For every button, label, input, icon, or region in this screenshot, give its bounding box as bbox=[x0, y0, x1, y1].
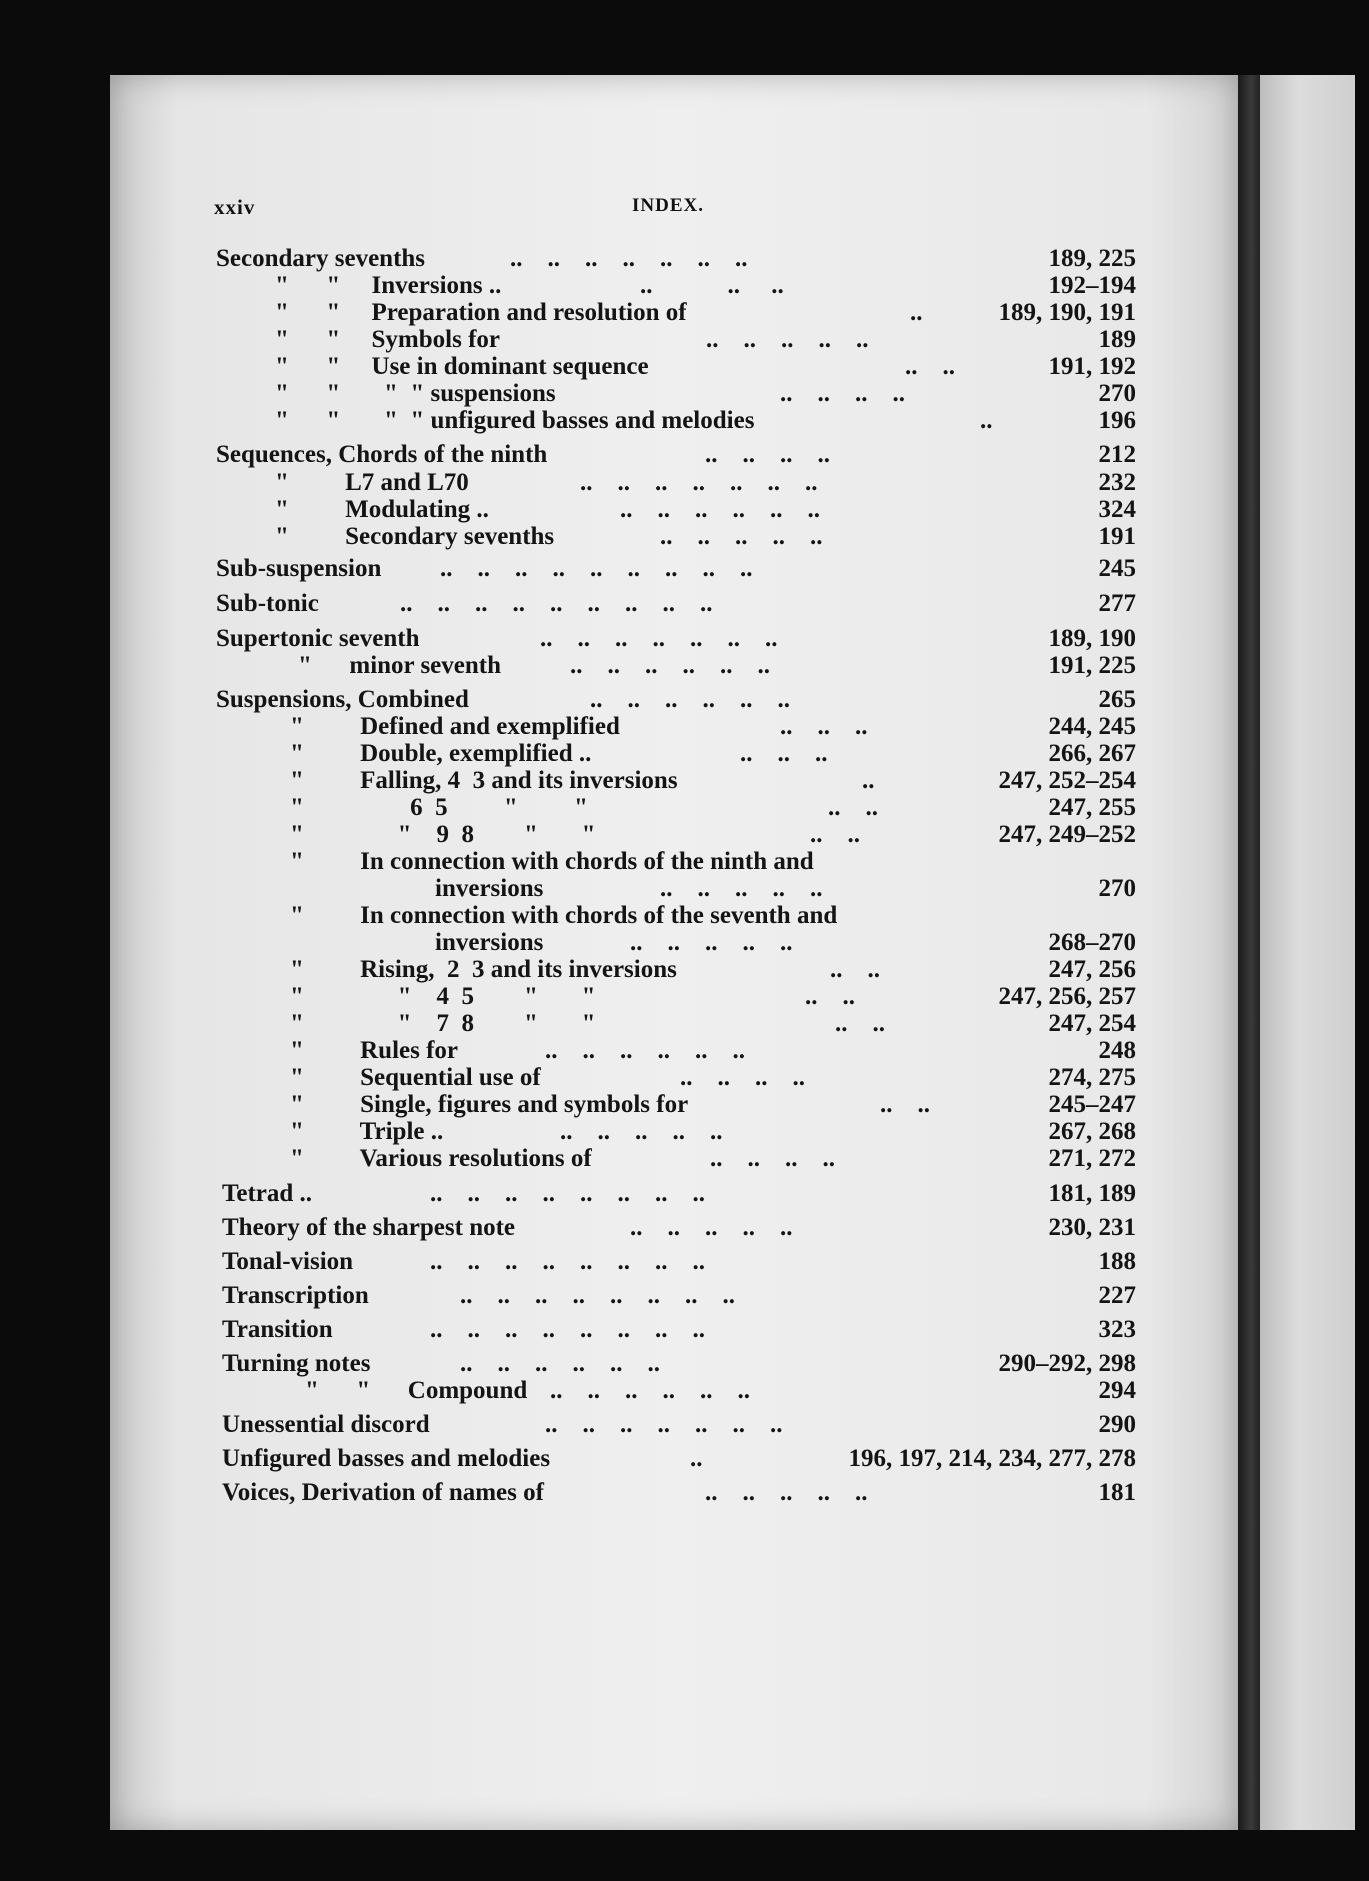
index-entry-leader-dots: .. .. bbox=[828, 794, 878, 821]
index-entry-leader-dots: .. .. .. .. .. .. .. .. bbox=[430, 1180, 705, 1207]
index-entry-label: " " Preparation and resolution of bbox=[275, 299, 687, 326]
index-entry-leader-dots: .. .. .. .. bbox=[680, 1064, 805, 1091]
index-entry-leader-dots: .. bbox=[910, 299, 923, 326]
index-entry-pages: 247, 255 bbox=[1048, 794, 1136, 821]
index-entry-pages: 245–247 bbox=[1048, 1091, 1136, 1118]
index-entry-leader-dots: .. .. .. .. .. bbox=[706, 326, 869, 353]
index-entry-pages: 196, 197, 214, 234, 277, 278 bbox=[848, 1445, 1136, 1472]
index-entry-leader-dots: .. .. .. .. .. bbox=[630, 1214, 793, 1241]
index-entry-pages: 192–194 bbox=[1048, 272, 1136, 299]
index-entry-leader-dots: .. .. .. .. .. bbox=[560, 1118, 723, 1145]
index-entry-pages: 232 bbox=[1098, 469, 1136, 496]
index-entry-leader-dots: .. .. .. .. .. .. .. .. bbox=[430, 1248, 705, 1275]
page-number: xxiv bbox=[214, 195, 256, 219]
index-entry-label: " Falling, 4 3 and its inversions bbox=[290, 767, 678, 794]
index-entry-pages: 247, 249–252 bbox=[998, 821, 1136, 848]
index-entry-pages: 245 bbox=[1098, 555, 1136, 582]
index-entry-leader-dots: .. .. .. .. bbox=[780, 380, 905, 407]
index-entry-leader-dots: .. .. .. .. .. .. .. .. .. bbox=[440, 555, 753, 582]
index-entry-pages: 290–292, 298 bbox=[998, 1350, 1136, 1377]
index-entry-leader-dots: .. .. .. .. .. .. bbox=[570, 652, 770, 679]
index-entry-label: " " 4 5 " " bbox=[290, 983, 596, 1010]
index-entry-leader-dots: .. .. .. bbox=[780, 713, 868, 740]
index-entry-label: Unessential discord bbox=[222, 1411, 430, 1438]
index-entry-leader-dots: .. .. .. .. .. .. .. .. bbox=[460, 1282, 735, 1309]
index-entry-leader-dots: .. .. bbox=[905, 353, 955, 380]
index-entry-label: Theory of the sharpest note bbox=[222, 1214, 516, 1241]
index-entry-label: Voices, Derivation of names of bbox=[222, 1479, 544, 1506]
index-entry-pages: 324 bbox=[1098, 496, 1136, 523]
index-entry-pages: 189, 225 bbox=[1048, 245, 1136, 272]
index-entry-label: Turning notes bbox=[222, 1350, 371, 1377]
index-entry-leader-dots: .. .. bbox=[880, 1091, 930, 1118]
index-entry-label: Transition bbox=[222, 1316, 333, 1343]
index-entry-leader-dots: .. .. .. .. bbox=[710, 1145, 835, 1172]
index-entry-leader-dots: .. .. bbox=[830, 956, 880, 983]
index-entry-pages: 290 bbox=[1098, 1411, 1136, 1438]
index-entry-label: Suspensions, Combined bbox=[216, 686, 469, 713]
index-entry-label: " Rising, 2 3 and its inversions bbox=[290, 956, 677, 983]
index-entry-pages: 274, 275 bbox=[1048, 1064, 1136, 1091]
index-entry-pages: 181, 189 bbox=[1048, 1180, 1136, 1207]
index-entry-pages: 188 bbox=[1098, 1248, 1136, 1275]
index-entry-label: " " " " unfigured basses and melodies bbox=[275, 407, 755, 434]
index-entry-leader-dots: .. .. .. .. .. bbox=[630, 929, 793, 956]
index-entry-pages: 189 bbox=[1098, 326, 1136, 353]
index-entry-pages: 277 bbox=[1098, 590, 1136, 617]
index-entry-leader-dots: .. .. .. .. .. .. bbox=[620, 496, 820, 523]
index-entry-label: " Modulating .. bbox=[275, 496, 489, 523]
index-entry-label: " Triple .. bbox=[290, 1118, 444, 1145]
index-entry-label: " Secondary sevenths bbox=[275, 523, 555, 550]
index-entry-label: Unfigured basses and melodies bbox=[222, 1445, 551, 1472]
index-entry-leader-dots: .. .. .. .. .. .. bbox=[550, 1377, 750, 1404]
index-entry-leader-dots: .. .. .. .. .. bbox=[660, 523, 823, 550]
index-entry-label: " " Symbols for bbox=[275, 326, 500, 353]
index-entry-pages: 212 bbox=[1098, 441, 1136, 468]
running-head-title: INDEX. bbox=[632, 195, 704, 216]
index-entry-label: " " Inversions .. bbox=[275, 272, 502, 299]
index-entry-label: " " " " suspensions bbox=[275, 380, 556, 407]
index-entry-label: " In connection with chords of the ninth and bbox=[290, 848, 814, 875]
index-entry-leader-dots: .. .. .. .. .. .. .. bbox=[510, 245, 748, 272]
index-entry-label: " 6 5 " " bbox=[290, 794, 588, 821]
index-entry-label: " Single, figures and symbols for bbox=[290, 1091, 689, 1118]
index-entry-label: Sequences, Chords of the ninth bbox=[216, 441, 548, 468]
index-entry-pages: 191, 225 bbox=[1048, 652, 1136, 679]
index-entry-pages: 189, 190, 191 bbox=[998, 299, 1136, 326]
index-entry-pages: 196 bbox=[1098, 407, 1136, 434]
index-entry-label: " " Use in dominant sequence bbox=[275, 353, 649, 380]
index-entry-leader-dots: .. .. .. .. .. bbox=[705, 1479, 868, 1506]
index-entry-pages: 323 bbox=[1098, 1316, 1136, 1343]
index-entry-leader-dots: .. .. bbox=[805, 983, 855, 1010]
index-entry-label: Supertonic seventh bbox=[216, 625, 420, 652]
index-entry-pages: 270 bbox=[1098, 875, 1136, 902]
index-entry-label: Sub-suspension bbox=[216, 555, 382, 582]
index-entry-label: " Sequential use of bbox=[290, 1064, 541, 1091]
index-entry-label: inversions bbox=[435, 875, 544, 902]
index-entry-pages: 268–270 bbox=[1048, 929, 1136, 956]
index-entry-pages: 244, 245 bbox=[1048, 713, 1136, 740]
index-entry-leader-dots: .. .. .. .. .. .. .. bbox=[545, 1411, 783, 1438]
index-entry-pages: 191, 192 bbox=[1048, 353, 1136, 380]
index-entry-pages: 270 bbox=[1098, 380, 1136, 407]
index-entry-leader-dots: .. .. .. .. .. .. .. .. .. bbox=[400, 590, 713, 617]
index-entry-label: " Various resolutions of bbox=[290, 1145, 592, 1172]
index-entry-pages: 247, 252–254 bbox=[998, 767, 1136, 794]
index-entry-label: " " 7 8 " " bbox=[290, 1010, 596, 1037]
index-entry-leader-dots: .. bbox=[980, 407, 993, 434]
index-entry-label: " Defined and exemplified bbox=[290, 713, 620, 740]
index-entry-leader-dots: .. .. .. .. .. .. bbox=[460, 1350, 660, 1377]
index-entry-leader-dots: .. .. .. bbox=[740, 740, 828, 767]
index-entry-pages: 227 bbox=[1098, 1282, 1136, 1309]
index-entry-label: inversions bbox=[435, 929, 544, 956]
index-entry-label: Tetrad .. bbox=[222, 1180, 313, 1207]
index-entry-label: " Rules for bbox=[290, 1037, 459, 1064]
index-entry-leader-dots: .. .. .. .. bbox=[705, 441, 830, 468]
adjacent-page-edge bbox=[1260, 75, 1355, 1830]
index-entry-pages: 247, 256 bbox=[1048, 956, 1136, 983]
index-entry-leader-dots: .. bbox=[862, 767, 875, 794]
index-entry-pages: 265 bbox=[1098, 686, 1136, 713]
index-entry-pages: 181 bbox=[1098, 1479, 1136, 1506]
index-entry-label: " Double, exemplified .. bbox=[290, 740, 592, 767]
index-entry-label: Secondary sevenths bbox=[216, 245, 426, 272]
index-entry-label: Tonal-vision bbox=[222, 1248, 354, 1275]
index-entry-pages: 191 bbox=[1098, 523, 1136, 550]
index-entry-label: " " 9 8 " " bbox=[290, 821, 596, 848]
index-entry-leader-dots: .. bbox=[690, 1445, 703, 1472]
index-entry-leader-dots: .. .. .. .. .. .. bbox=[590, 686, 790, 713]
index-entry-pages: 266, 267 bbox=[1048, 740, 1136, 767]
index-entry-leader-dots: .. .. .. .. .. .. .. bbox=[580, 469, 818, 496]
index-entry-pages: 271, 272 bbox=[1048, 1145, 1136, 1172]
index-entry-leader-dots: .. .. .. bbox=[640, 272, 784, 299]
index-entry-leader-dots: .. .. .. .. .. .. bbox=[545, 1037, 745, 1064]
index-entry-pages: 248 bbox=[1098, 1037, 1136, 1064]
index-entry-pages: 294 bbox=[1098, 1377, 1136, 1404]
index-entry-leader-dots: .. .. .. .. .. .. .. bbox=[540, 625, 778, 652]
index-entry-label: " L7 and L70 bbox=[275, 469, 469, 496]
index-entry-pages: 247, 256, 257 bbox=[998, 983, 1136, 1010]
index-entry-pages: 247, 254 bbox=[1048, 1010, 1136, 1037]
index-entry-pages: 230, 231 bbox=[1048, 1214, 1136, 1241]
index-entry-label: Sub-tonic bbox=[216, 590, 319, 617]
index-entry-label: " " Compound bbox=[305, 1377, 528, 1404]
index-entry-leader-dots: .. .. bbox=[810, 821, 860, 848]
index-entry-leader-dots: .. .. .. .. .. bbox=[660, 875, 823, 902]
index-entry-pages: 189, 190 bbox=[1048, 625, 1136, 652]
index-entry-label: " minor seventh bbox=[298, 652, 502, 679]
index-entry-label: Transcription bbox=[222, 1282, 369, 1309]
index-entry-leader-dots: .. .. bbox=[835, 1010, 885, 1037]
index-entry-leader-dots: .. .. .. .. .. .. .. .. bbox=[430, 1316, 705, 1343]
book-gutter bbox=[1238, 75, 1260, 1830]
index-entry-label: " In connection with chords of the seventh and bbox=[290, 902, 838, 929]
index-entry-pages: 267, 268 bbox=[1048, 1118, 1136, 1145]
